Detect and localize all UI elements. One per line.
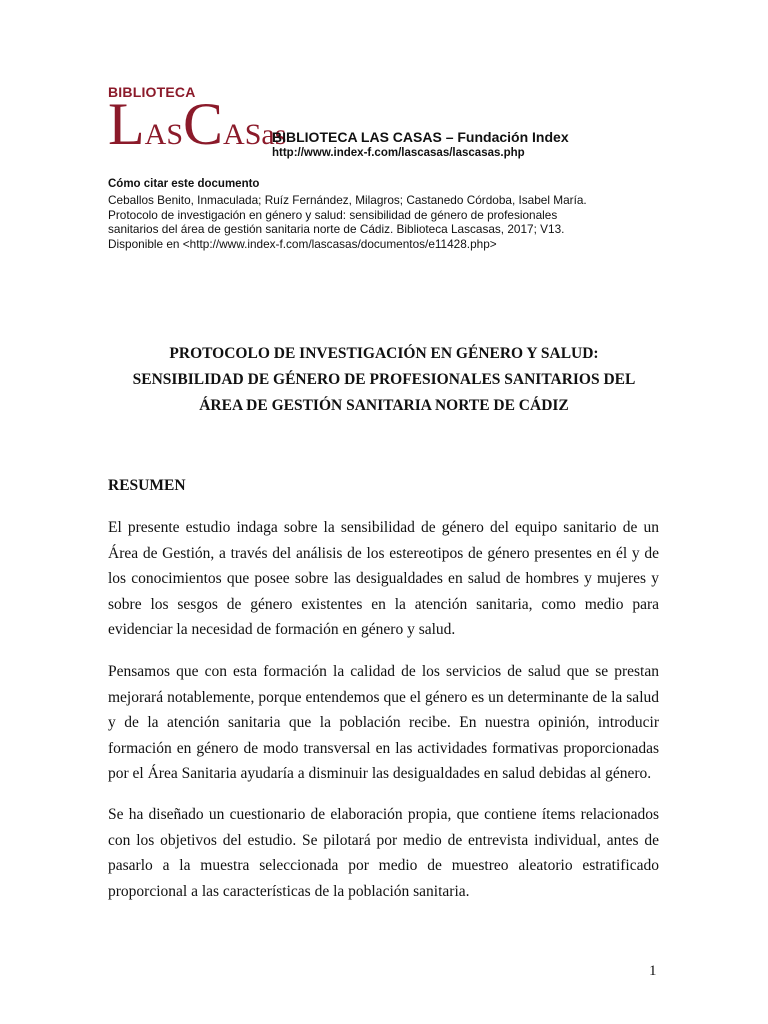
header-url[interactable]: http://www.index-f.com/lascasas/lascasas.php: [272, 147, 525, 159]
citation-line: sanitarios del área de gestión sanitaria norte de Cádiz. Biblioteca Lascasas, 2017; V13.: [108, 222, 565, 236]
document-title: [108, 341, 660, 419]
logo-top-text: BIBLIOTECA: [108, 84, 196, 100]
title-line: ÁREA DE GESTIÓN SANITARIA NORTE DE CÁDIZ: [199, 397, 569, 414]
title-line: PROTOCOLO DE INVESTIGACIÓN EN GÉNERO Y SALUD:: [169, 345, 599, 362]
citation-line: Ceballos Benito, Inmaculada; Ruíz Fernández, Milagros; Castanedo Córdoba, Isabel María.: [108, 193, 587, 207]
citation-text: [108, 193, 668, 251]
header-title: BIBLIOTECA LAS CASAS – Fundación Index: [272, 129, 569, 145]
paragraph: El presente estudio indaga sobre la sensibilidad de género del equipo sanitario de un Área de Gestión, a través del análisis de los estereotipos de género presentes en él y de los conocimientos que posee sobre las desigualdades en salud de hombres y mujeres y sobre los sesgos de género existentes en la atención sanitaria, como medio para evidenciar la necesidad de formación en género y salud.: [108, 519, 659, 638]
citation-line: Protocolo de investigación en género y salud: sensibilidad de género de profesionales: [108, 207, 558, 222]
page-number: 1: [649, 963, 657, 979]
title-line: SENSIBILIDAD DE GÉNERO DE PROFESIONALES SANITARIOS DEL: [132, 371, 636, 388]
biblioteca-las-casas-logo: [108, 84, 287, 162]
logo-main-text: LASCASas: [108, 91, 287, 157]
paragraph: Se ha diseñado un cuestionario de elaboración propia, que contiene ítems relacionados con los objetivos del estudio. Se pilotará por medio de entrevista individual, antes de pasarlo a la muestra seleccionada por medio de muestreo aleatorio estratificado proporcional a las características de la población sanitaria.: [108, 806, 659, 900]
section-heading: RESUMEN: [108, 477, 186, 494]
citation-line: Disponible en <http://www.index-f.com/lascasas/documentos/e11428.php>: [108, 236, 497, 251]
paragraph: Pensamos que con esta formación la calidad de los servicios de salud que se prestan mejorará notablemente, porque entendemos que el género es un determinante de la salud y de la atención sanitaria que la población recibe. En nuestra opinión, introducir formación en género de modo transversal en las actividades formativas proporcionadas por el Área Sanitaria ayudaría a disminuir las desigualdades en salud debidas al género.: [108, 663, 659, 782]
citation-label: Cómo citar este documento: [108, 178, 260, 190]
